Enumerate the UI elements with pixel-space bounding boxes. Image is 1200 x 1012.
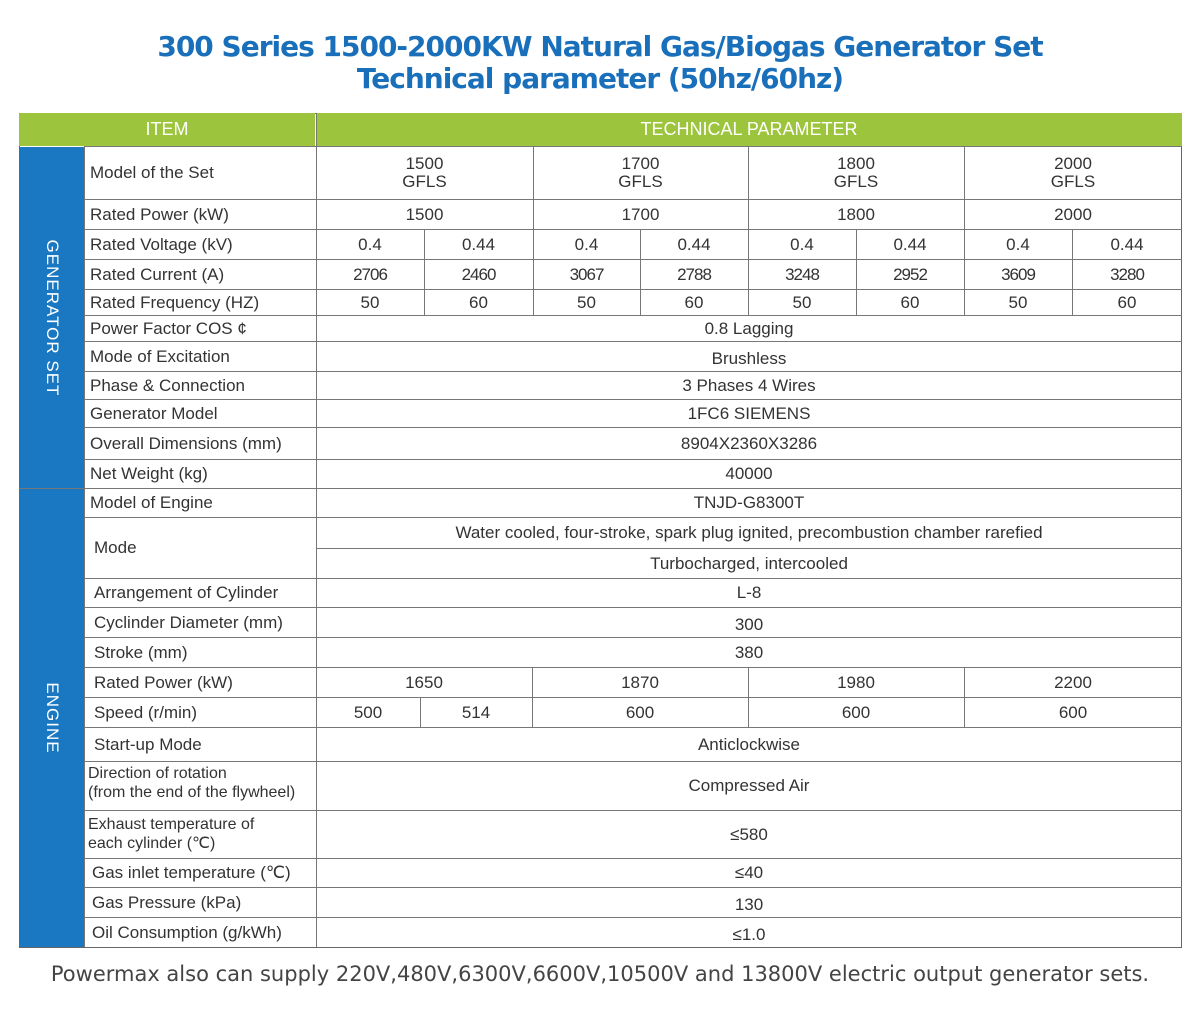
value-startup: Anticlockwise xyxy=(697,734,801,754)
header-item-label: ITEM xyxy=(145,119,189,139)
page-subtitle: Technical parameter (50hz/60hz) xyxy=(356,62,844,95)
section-engine-label: ENGINE xyxy=(42,682,62,754)
label-rated-current: Rated Current (A) xyxy=(90,264,225,284)
header-parameter-label: TECHNICAL PARAMETER xyxy=(640,119,858,139)
label-rotation-line1: Direction of rotation xyxy=(88,765,227,782)
engine-power-cell: 1870 xyxy=(621,672,659,692)
current-cell: 3609 xyxy=(1001,264,1035,284)
frequency-cell: 50 xyxy=(1008,292,1028,312)
current-cell: 2788 xyxy=(677,264,711,284)
footer-note: Powermax also can supply 220V,480V,6300V,6600V,10500V and 13800V electric output generator sets. xyxy=(50,962,1150,986)
current-cell: 2952 xyxy=(893,264,927,284)
row-divider xyxy=(19,488,84,489)
label-generator-model: Generator Model xyxy=(90,403,218,423)
speed-cell: 600 xyxy=(625,702,655,722)
engine-power-cell: 1980 xyxy=(837,672,875,692)
label-diameter: Cyclinder Diameter (mm) xyxy=(94,612,283,632)
voltage-cell: 0.44 xyxy=(677,234,711,254)
current-cell: 3067 xyxy=(569,264,604,284)
model-cell: 1500 GFLS xyxy=(402,154,447,191)
label-phase: Phase & Connection xyxy=(90,375,245,395)
frequency-cell: 50 xyxy=(577,292,596,312)
frequency-cell: 50 xyxy=(792,292,812,312)
section-generator-label: GENERATOR SET xyxy=(42,239,62,396)
label-net-weight: Net Weight (kg) xyxy=(90,464,208,483)
label-rated-voltage: Rated Voltage (kV) xyxy=(90,234,233,254)
label-mode: Mode xyxy=(94,538,137,557)
value-mode-line1: Water cooled, four-stroke, spark plug ignited, precombustion chamber rarefied xyxy=(455,523,1043,542)
value-engine-model: TNJD-G8300T xyxy=(693,493,805,512)
header-item xyxy=(19,113,315,146)
value-mode-line2: Turbocharged, intercooled xyxy=(650,553,848,573)
label-power-factor: Power Factor COS ¢ xyxy=(90,318,247,338)
label-exhaust-line1: Exhaust temperature of xyxy=(88,816,255,833)
model-cell: 1800 GFLS xyxy=(833,154,879,191)
value-stroke: 380 xyxy=(734,642,764,662)
value-rotation: Compressed Air xyxy=(688,776,810,795)
engine-power-cell: 2200 xyxy=(1054,672,1092,692)
voltage-cell: 0.44 xyxy=(461,234,496,254)
current-cell: 2706 xyxy=(353,264,387,284)
value-excitation: Brushless xyxy=(711,348,787,368)
speed-cell: 514 xyxy=(461,702,491,722)
value-gas-pressure: 130 xyxy=(734,894,764,914)
label-exhaust xyxy=(88,815,254,853)
value-dimensions: 8904X2360X3286 xyxy=(680,433,818,453)
engine-power-cell: 1650 xyxy=(405,672,443,692)
label-gas-inlet: Gas inlet temperature (℃) xyxy=(92,863,291,882)
speed-cell: 600 xyxy=(1058,702,1088,722)
label-oil: Oil Consumption (g/kWh) xyxy=(92,922,282,942)
value-generator-model: 1FC6 SIEMENS xyxy=(687,403,811,423)
frequency-cell: 60 xyxy=(1117,292,1137,312)
current-cell: 3280 xyxy=(1110,264,1144,284)
label-speed: Speed (r/min) xyxy=(94,702,197,722)
rated-power-cell: 2000 xyxy=(1054,204,1092,224)
frequency-cell: 60 xyxy=(684,292,704,312)
label-rated-frequency: Rated Frequency (HZ) xyxy=(90,292,260,312)
value-exhaust: ≤580 xyxy=(730,824,768,844)
voltage-cell: 0.4 xyxy=(1006,234,1030,254)
frequency-cell: 50 xyxy=(360,292,380,312)
label-rotation-line2: (from the end of the flywheel) xyxy=(88,784,296,801)
column-divider xyxy=(84,146,85,947)
label-excitation: Mode of Excitation xyxy=(90,346,230,366)
section-engine xyxy=(19,489,84,947)
rated-power-cell: 1700 xyxy=(621,204,660,224)
current-cell: 3248 xyxy=(785,264,819,284)
label-exhaust-line2: each cylinder (℃) xyxy=(88,835,216,852)
label-rated-power: Rated Power (kW) xyxy=(90,204,229,224)
model-cell: 2000 GFLS xyxy=(1050,154,1096,191)
model-cell: 1700 GFLS xyxy=(618,154,663,191)
value-power-factor: 0.8 Lagging xyxy=(704,318,794,338)
rated-power-cell: 1500 xyxy=(405,204,444,224)
speed-cell: 600 xyxy=(841,702,871,722)
value-net-weight: 40000 xyxy=(725,464,773,483)
frequency-cell: 60 xyxy=(469,292,488,312)
frequency-cell: 60 xyxy=(900,292,920,312)
value-arrangement: L-8 xyxy=(736,583,762,602)
speed-cell: 500 xyxy=(353,702,383,722)
rated-power-cell: 1800 xyxy=(837,204,875,224)
label-engine-rated-power: Rated Power (kW) xyxy=(94,672,233,692)
value-diameter: 300 xyxy=(734,614,764,634)
voltage-cell: 0.44 xyxy=(1110,234,1144,254)
label-stroke: Stroke (mm) xyxy=(94,642,188,662)
label-model-set: Model of the Set xyxy=(90,163,214,182)
label-startup: Start-up Mode xyxy=(94,734,202,754)
voltage-cell: 0.4 xyxy=(574,234,599,254)
label-arrangement: Arrangement of Cylinder xyxy=(94,583,279,602)
label-rotation xyxy=(88,764,295,802)
header-parameter xyxy=(316,113,1182,146)
value-oil: ≤1.0 xyxy=(732,924,766,944)
label-engine-model: Model of Engine xyxy=(90,493,213,512)
label-dimensions: Overall Dimensions (mm) xyxy=(90,433,282,453)
page-title: 300 Series 1500-2000KW Natural Gas/Biogas Generator Set xyxy=(157,30,1043,63)
value-phase: 3 Phases 4 Wires xyxy=(682,375,816,395)
label-gas-pressure: Gas Pressure (kPa) xyxy=(92,892,242,912)
voltage-cell: 0.44 xyxy=(893,234,927,254)
voltage-cell: 0.4 xyxy=(790,234,814,254)
current-cell: 2460 xyxy=(461,264,496,284)
value-gas-inlet: ≤40 xyxy=(734,863,764,882)
section-generator-set xyxy=(19,147,84,488)
voltage-cell: 0.4 xyxy=(358,234,382,254)
